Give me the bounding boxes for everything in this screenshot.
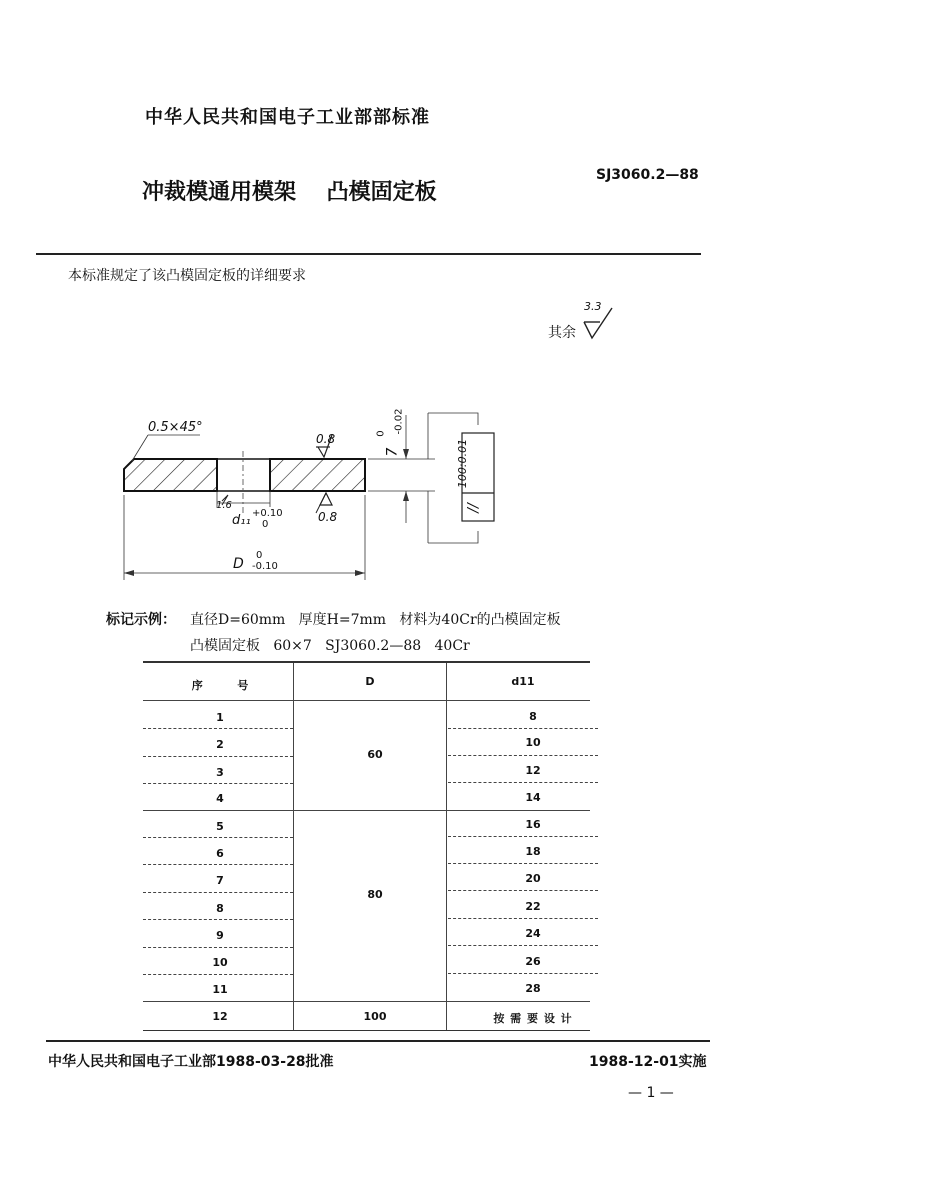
table-cell-d: 60 xyxy=(367,748,383,761)
hole-tolerance-upper: +0.10 xyxy=(252,508,283,519)
table-cell-no: 12 xyxy=(212,1010,228,1023)
implementation-text: 1988-12-01实施 xyxy=(589,1054,707,1070)
approval-text: 中华人民共和国电子工业部1988-03-28批准 xyxy=(48,1054,334,1070)
standard-authority: 中华人民共和国电子工业部部标准 xyxy=(145,107,430,128)
plate-section-right xyxy=(270,459,365,491)
diameter-tolerance-upper: 0 xyxy=(256,550,263,561)
footer-rule xyxy=(46,1040,710,1042)
table-cell-no: 10 xyxy=(212,956,228,969)
header-rule xyxy=(36,253,701,255)
header-number: 序 号 xyxy=(191,679,249,692)
table-cell-no: 6 xyxy=(216,847,224,860)
roughness-other-label: 其余 xyxy=(548,325,576,341)
table-cell-d11: 22 xyxy=(525,900,541,913)
diameter-label: D xyxy=(233,556,244,572)
header-d11: d11 xyxy=(511,675,535,688)
hole-tolerance-lower: 0 xyxy=(262,519,269,530)
page-number: — 1 — xyxy=(628,1085,674,1101)
table-cell-d11: 26 xyxy=(525,955,541,968)
table-cell-d11: 18 xyxy=(525,845,541,858)
roughness-hole-value: 1.6 xyxy=(216,500,232,511)
header-d: D xyxy=(365,675,375,688)
thickness-tolerance-lower: -0.02 xyxy=(393,408,405,435)
roughness-bottom-value: 0.8 xyxy=(318,510,338,524)
intro-text: 本标准规定了该凸模固定板的详细要求 xyxy=(68,268,306,284)
table-cell-d11: 24 xyxy=(525,927,541,940)
table-cell-no: 5 xyxy=(216,820,224,833)
table-cell-no: 4 xyxy=(216,792,224,805)
roughness-top-value: 0.8 xyxy=(316,432,336,446)
table-cell-d11: 10 xyxy=(525,736,541,749)
marking-label-text: 标记示例 xyxy=(106,612,162,628)
table-cell-d11: 14 xyxy=(525,791,541,804)
table-cell-d11: 20 xyxy=(525,872,541,885)
roughness-other-value: 3.3 xyxy=(584,300,602,313)
marking-line-1: 直径D=60mm 厚度H=7mm 材料为40Cr的凸模固定板 xyxy=(190,612,561,628)
parallel-icon: // xyxy=(465,503,482,513)
standard-code: SJ3060.2—88 xyxy=(596,167,699,183)
diameter-tolerance-lower: -0.10 xyxy=(252,561,278,572)
table-cell-no: 7 xyxy=(216,874,224,887)
table-cell-no: 9 xyxy=(216,929,224,942)
table-cell-d11: 12 xyxy=(525,764,541,777)
table-cell-d11: 按 需 要 设 计 xyxy=(493,1012,573,1025)
thickness-label: 7 xyxy=(384,447,401,457)
table-cell-no: 8 xyxy=(216,902,224,915)
table-cell-d: 100 xyxy=(363,1010,387,1023)
parallel-value: 100:0.01 xyxy=(456,438,470,489)
thickness-tolerance-upper: 0 xyxy=(375,430,387,437)
table-cell-d11: 28 xyxy=(525,982,541,995)
hole-dimension-label: d₁₁ xyxy=(232,513,251,528)
table-cell-no: 1 xyxy=(216,711,224,724)
chamfer-label: 0.5×45° xyxy=(148,420,203,435)
table-cell-no: 11 xyxy=(212,983,228,996)
marking-label: 标记示例： xyxy=(106,612,176,628)
table-cell-no: 2 xyxy=(216,738,224,751)
table-cell-no: 3 xyxy=(216,766,224,779)
marking-line-2: 凸模固定板 60×7 SJ3060.2—88 40Cr xyxy=(190,638,470,654)
table-cell-d: 80 xyxy=(367,888,383,901)
table-cell-d11: 8 xyxy=(529,710,537,723)
plate-section-left xyxy=(124,459,217,491)
page-title: 冲裁模通用模架 凸模固定板 xyxy=(142,180,437,205)
table-cell-d11: 16 xyxy=(525,818,541,831)
